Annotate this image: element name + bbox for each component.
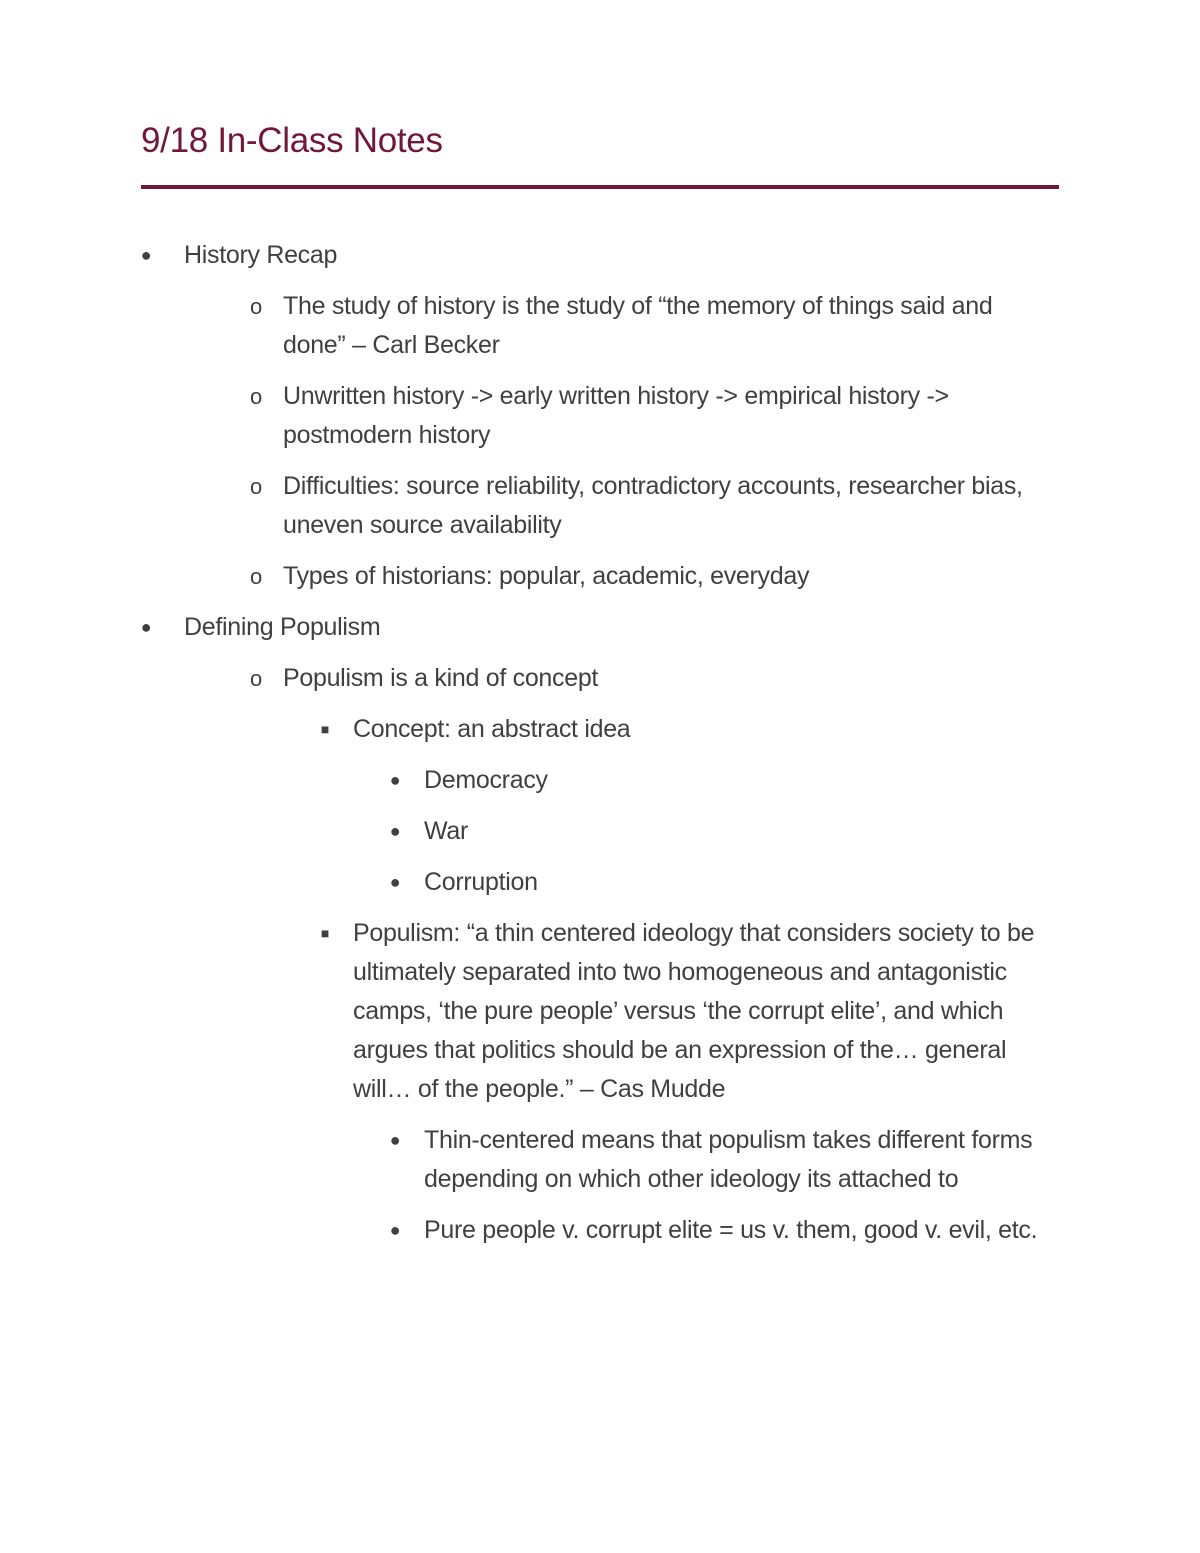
list-item-label: Defining Populism	[184, 613, 381, 641]
bullet-icon: ●	[389, 770, 401, 790]
list-item-text: Thin-centered means that populism takes different forms depending on which other ideology its attached to	[424, 1126, 1033, 1193]
list-item	[0, 557, 1060, 596]
list-item-text: The study of history is the study of “the memory of things said and done” – Carl Becker	[283, 292, 993, 359]
list-item	[0, 377, 1060, 455]
bullet-icon: ●	[389, 872, 401, 892]
circle-bullet-icon: o	[250, 666, 262, 691]
list-item-text: Corruption	[424, 868, 538, 896]
list-item-defining-populism	[0, 608, 1060, 647]
circle-bullet-icon: o	[250, 384, 262, 409]
list-item	[0, 287, 1060, 365]
bullet-icon: ●	[389, 1130, 401, 1150]
list-item-text: Concept: an abstract idea	[353, 715, 631, 743]
circle-bullet-icon: o	[250, 564, 262, 589]
list-item	[0, 710, 1060, 749]
list-item	[0, 659, 1060, 698]
page-title: 9/18 In-Class Notes	[141, 121, 443, 160]
bullet-icon: ●	[140, 245, 152, 265]
title-divider	[141, 185, 1059, 189]
square-bullet-icon: ■	[320, 925, 330, 941]
list-item	[0, 467, 1060, 545]
list-item-label: History Recap	[184, 241, 338, 269]
notes-outline	[0, 236, 1200, 1262]
list-item	[0, 761, 1060, 800]
list-item-text: Democracy	[424, 766, 548, 794]
circle-bullet-icon: o	[250, 294, 262, 319]
circle-bullet-icon: o	[250, 474, 262, 499]
list-item-text: Populism: “a thin centered ideology that considers society to be ultimately separated into two homogeneous and antagonistic camps, ‘the pure people’ versus ‘the corrupt elite’, and which argues that politics should be an expression of the… general will… of the people.” – Cas Mudde	[353, 919, 1035, 1103]
list-item	[0, 812, 1060, 851]
list-item-text: Populism is a kind of concept	[283, 664, 599, 692]
list-item-text: Unwritten history -> early written history -> empirical history -> postmodern history	[283, 382, 949, 449]
list-item	[0, 1121, 1060, 1199]
list-item-text: Difficulties: source reliability, contradictory accounts, researcher bias, uneven source availability	[283, 472, 1023, 539]
square-bullet-icon: ■	[320, 721, 330, 737]
list-item	[0, 1211, 1060, 1250]
bullet-icon: ●	[389, 1220, 401, 1240]
bullet-icon: ●	[389, 821, 401, 841]
list-item	[0, 914, 1060, 1109]
list-item-history-recap	[0, 236, 1060, 275]
list-item-text: War	[424, 817, 468, 845]
bullet-icon: ●	[140, 617, 152, 637]
list-item	[0, 863, 1060, 902]
list-item-text: Types of historians: popular, academic, everyday	[283, 562, 810, 590]
list-item-text: Pure people v. corrupt elite = us v. them, good v. evil, etc.	[424, 1216, 1038, 1244]
